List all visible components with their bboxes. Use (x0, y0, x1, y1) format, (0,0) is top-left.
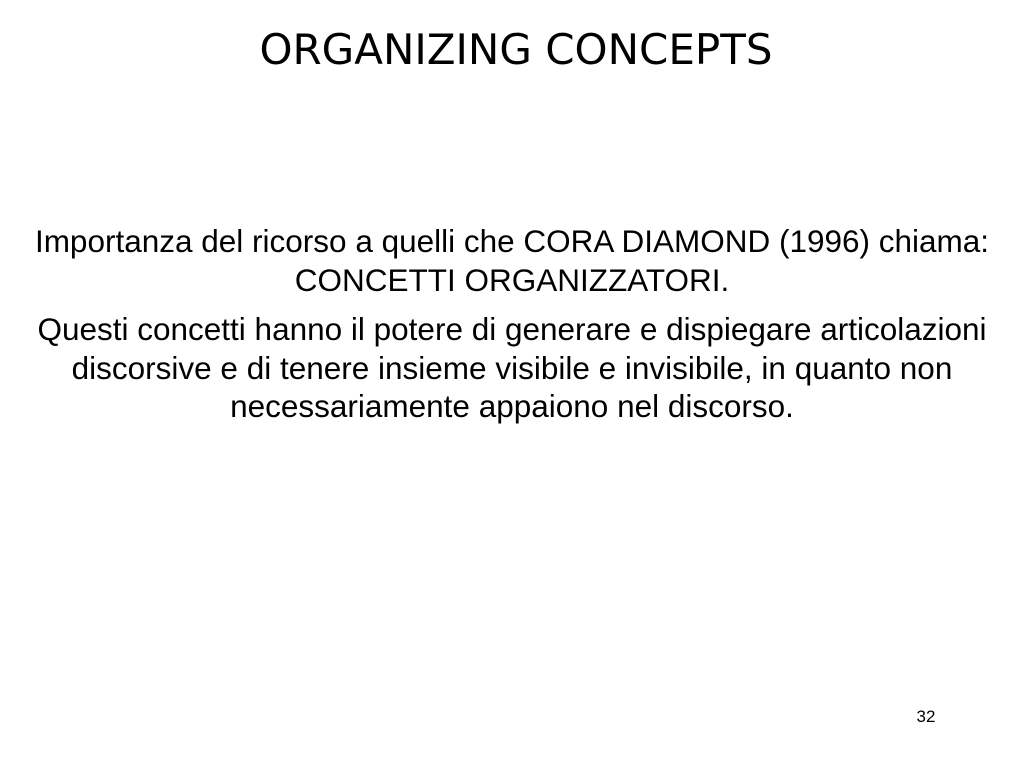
body-paragraph-explanation: Questi concetti hanno il potere di generare e dispiegare articolazioni discorsive e di tenere insieme visibile e invisibile, in quanto non necessariamente appaiono nel discorso. (37, 311, 987, 424)
slide-title: ORGANIZING CONCEPTS (259, 25, 773, 74)
page-number: 32 (916, 707, 936, 726)
slide-body (28, 222, 996, 426)
body-paragraph-intro: Importanza del ricorso a quelli che CORA DIAMOND (1996) chiama: CONCETTI ORGANIZZATORI. (34, 223, 990, 298)
